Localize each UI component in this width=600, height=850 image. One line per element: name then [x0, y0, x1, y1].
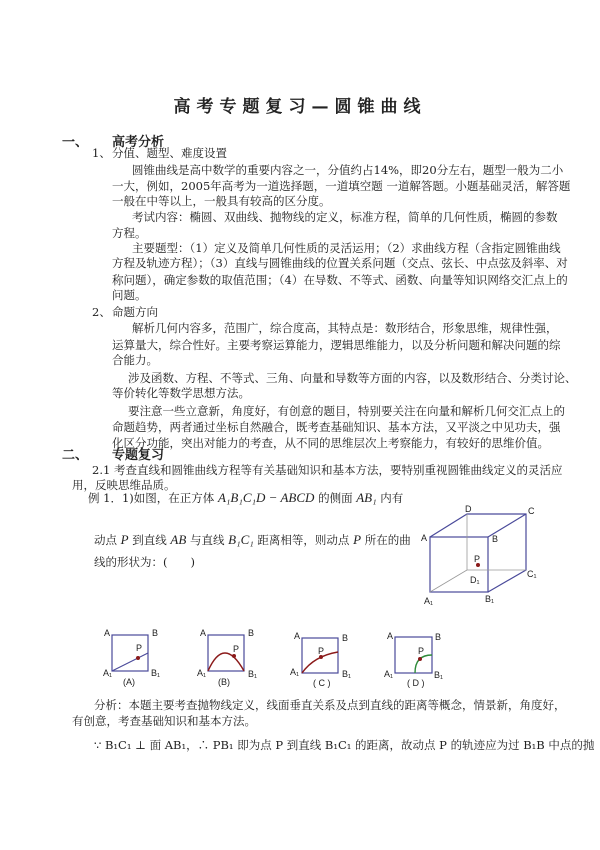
label: A₁: [197, 668, 207, 678]
label: A: [104, 628, 111, 638]
paragraph-line: 等价转化等数学思想方法。: [112, 386, 250, 400]
section-2-number: 二、: [62, 448, 89, 463]
cube-hidden-edge: [430, 570, 467, 592]
paragraph-line: 要注意一些立意新，角度好，有创意的题目，特别要关注在向量和解析几何交汇点上的: [128, 404, 565, 418]
label: B₁: [434, 670, 444, 680]
paragraph-line: 用，反映思维品质。: [72, 478, 176, 492]
math-expression: B₁C₁: [228, 532, 254, 547]
label: B₁: [248, 669, 258, 679]
analysis-line: 分析：本题主要考查抛物线定义，线面垂直关系及点到直线的距离等概念，情景新，角度好，: [94, 698, 566, 712]
paragraph-line: 运算量大，综合性好。主要考察运算能力，逻辑思维能力，以及分析问题和解决问题的综: [112, 338, 561, 352]
text: 所在的曲: [361, 533, 411, 547]
label: P: [318, 646, 325, 656]
label: A: [200, 628, 207, 638]
label-b: B: [492, 534, 499, 544]
section-2-heading: 专题复习: [112, 448, 165, 463]
reasoning-line: ∵ B₁C₁ ⊥ 面 AB₁，∴ PB₁ 即为点 P 到直线 B₁C₁ 的距离，故动点 P 的轨迹应为过 B₁B 中点的抛: [94, 738, 595, 752]
text: 例 1．1)如图，在正方体: [88, 491, 218, 505]
label-d1: D₁: [470, 575, 480, 585]
sub-1-heading: 分值、题型、难度设置: [112, 146, 227, 160]
option-label: ( C ): [313, 678, 331, 688]
paragraph-line: 主要题型：（1）定义及简单几何性质的灵活运用；（2）求曲线方程（含指定圆锥曲线: [132, 241, 561, 255]
label: A: [294, 631, 301, 641]
text: 内有: [376, 491, 404, 505]
label: B₁: [342, 669, 352, 679]
label: A: [387, 631, 394, 641]
label-c1: C₁: [527, 569, 537, 579]
label: P: [233, 644, 240, 654]
option-d-figure: [395, 637, 432, 673]
label: B: [435, 632, 442, 642]
paragraph-line: 解析几何内容多，范围广，综合度高，其特点是：数形结合，形象思维，规律性强，: [132, 321, 558, 335]
math-expression: AB: [170, 532, 187, 547]
example-line-3: 线的形状为：( ): [94, 555, 195, 569]
paragraph-line: 圆锥曲线是高中数学的重要内容之一，分值约占14%，即20分左右，题型一般为二小: [132, 163, 564, 177]
math-expression: P: [120, 532, 129, 547]
label: P: [136, 643, 143, 653]
point-p: [136, 656, 140, 660]
paragraph-line: 方程。: [112, 226, 147, 240]
analysis-line: 有创意，考查基础知识和基本方法。: [72, 714, 256, 728]
paragraph-line: 考试内容：椭圆、双曲线、抛物线的定义，标准方程，简单的几何性质，椭圆的参数: [132, 210, 558, 224]
sub-1-number: 1、: [92, 146, 111, 160]
math-expression: AB₁: [356, 490, 377, 505]
text: 动点: [94, 533, 121, 547]
page-title: 高考专题复习—圆锥曲线: [173, 97, 427, 117]
label: B: [152, 628, 159, 638]
paragraph-line: 方程及轨迹方程）；（3）直线与圆锥曲线的位置关系问题（交点、弦长、中点弦及斜率、对: [112, 256, 568, 270]
label-d: D: [465, 504, 472, 514]
label-p: P: [474, 554, 481, 564]
locus-curve: [415, 655, 432, 673]
text: 与直线: [186, 533, 229, 547]
paragraph-line: 一大，例如，2005年高考为一道选择题，一道填空题 一道解答题。小题基础灵活，解答题: [112, 179, 571, 193]
locus-curve: [208, 653, 244, 671]
text: 距离相等，则动点: [253, 533, 354, 547]
section-1-number: 一、: [62, 135, 89, 150]
label: A₁: [103, 668, 113, 678]
text: 的侧面: [314, 491, 357, 505]
label: B: [248, 628, 255, 638]
label: A₁: [290, 667, 300, 677]
paragraph-line: 2.1 考查直线和圆锥曲线方程等有关基础知识和基本方法，要特别重视圆锥曲线定义的灵活应: [92, 463, 563, 477]
paragraph-line: 称问题），确定参数的取值范围；（4）在导数、不等式、函数、向量等知识网络交汇点上的: [112, 273, 568, 287]
paragraph-line: 合能力。: [112, 353, 158, 367]
label-a1: A₁: [424, 596, 434, 606]
label: B: [342, 633, 349, 643]
option-label: (B): [218, 677, 230, 687]
option-label: (A): [123, 677, 135, 687]
locus-line: [112, 653, 148, 671]
paragraph-line: 命题趋势，两者通过坐标自然融合，既考查基础知识、基本方法，又平淡之中见功夫，强: [112, 420, 561, 434]
paragraph-line: 化区分功能，突出对能力的考查，从不同的思维层次上考察能力，有较好的思维价值。: [112, 436, 549, 450]
label: B₁: [151, 668, 161, 678]
label: P: [418, 646, 425, 656]
paragraph-line: 涉及函数、方程、不等式、三角、向量和导数等方面的内容，以及数形结合、分类讨论、: [128, 371, 577, 385]
sub-2-heading: 命题方向: [112, 305, 158, 319]
cube-labels: [421, 504, 537, 606]
label-b1: B₁: [485, 594, 495, 604]
option-label: ( D ): [407, 678, 425, 688]
section-1-heading: 高考分析: [112, 135, 165, 150]
math-expression: A₁B₁C₁D − ABCD: [217, 490, 315, 505]
option-labels: [103, 628, 443, 688]
label-c: C: [528, 506, 535, 516]
sub-2-number: 2、: [92, 305, 111, 319]
point-p: [418, 657, 422, 661]
label: A₁: [384, 669, 394, 679]
paragraph-line: 问题。: [112, 288, 147, 302]
option-a-figure: [112, 635, 148, 671]
point-p: [232, 654, 236, 658]
math-expression: P: [353, 532, 362, 547]
paragraph-line: 一般在中等以上，一般具有较高的区分度。: [112, 194, 331, 208]
label-a: A: [421, 533, 428, 543]
text: 到直线: [128, 533, 171, 547]
